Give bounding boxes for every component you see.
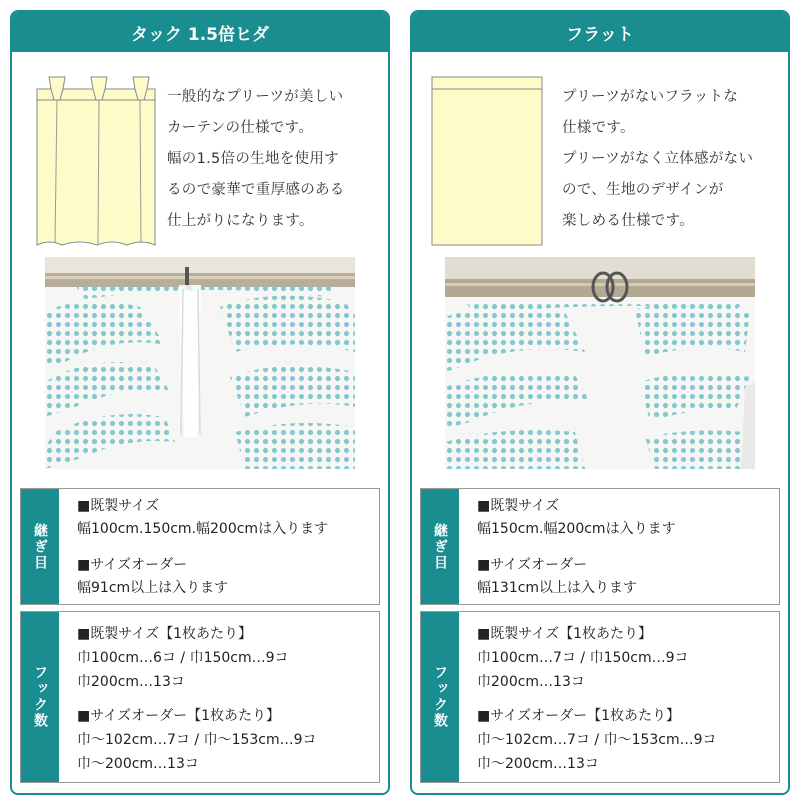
order-size-line: 巾～102cm…7コ / 巾～153cm…9コ <box>77 732 317 748</box>
tuck-pleat-column <box>10 10 390 795</box>
hook-count-tag: フック数 <box>21 612 59 782</box>
seam-info-body <box>459 489 684 604</box>
description-line: 幅の1.5倍の生地を使用す <box>167 151 339 167</box>
tuck-curtain-photo <box>45 257 355 469</box>
description-line: 一般的なプリーツが美しい <box>167 89 344 105</box>
ready-size-text: 幅100cm.150cm.幅200cmは入ります <box>77 520 329 537</box>
column-title: フラット <box>412 12 788 52</box>
seam-tag: 継ぎ目 <box>21 489 59 604</box>
seam-info-box <box>420 488 780 605</box>
description-line: 仕上がりになります。 <box>167 213 314 229</box>
flat-column <box>410 10 790 795</box>
order-size-heading: ■サイズオーダー【1枚あたり】 <box>477 708 681 724</box>
order-size-text: 幅91cm以上は入ります <box>77 579 229 596</box>
column-title: タック 1.5倍ヒダ <box>12 12 388 52</box>
order-size-heading: ■サイズオーダー【1枚あたり】 <box>77 708 281 724</box>
description-line: るので豪華で重厚感のある <box>167 182 345 198</box>
description-line: 仕様です。 <box>562 120 635 136</box>
tuck-curtain-illustration <box>27 67 162 252</box>
order-size-text: 幅131cm以上は入ります <box>477 579 638 596</box>
hook-count-info-body <box>459 612 725 782</box>
order-size-line: 巾～200cm…13コ <box>477 756 599 772</box>
ready-size-text: 幅150cm.幅200cmは入ります <box>477 520 676 537</box>
description-line: 楽しめる仕様です。 <box>562 213 695 229</box>
seam-tag: 継ぎ目 <box>421 489 459 604</box>
description-line: ので、生地のデザインが <box>562 182 724 198</box>
hook-count-info-body <box>59 612 325 782</box>
order-size-heading: ■サイズオーダー <box>77 557 188 573</box>
flat-curtain-photo <box>445 257 755 469</box>
hook-count-tag: フック数 <box>421 612 459 782</box>
ready-size-heading: ■既製サイズ <box>77 498 160 514</box>
hook-count-info-box <box>420 611 780 783</box>
ready-size-line: 巾100cm…6コ / 巾150cm…9コ <box>77 650 289 666</box>
flat-description <box>562 82 777 237</box>
ready-size-line: 巾100cm…7コ / 巾150cm…9コ <box>477 650 689 666</box>
description-line: カーテンの仕様です。 <box>167 120 314 136</box>
seam-info-box <box>20 488 380 605</box>
seam-info-body <box>59 489 336 604</box>
order-size-line: 巾～102cm…7コ / 巾～153cm…9コ <box>477 732 717 748</box>
description-line: プリーツがないフラットな <box>562 89 739 105</box>
order-size-heading: ■サイズオーダー <box>477 557 588 573</box>
flat-curtain-illustration <box>427 67 562 252</box>
ready-size-heading: ■既製サイズ【1枚あたり】 <box>77 626 253 642</box>
order-size-line: 巾～200cm…13コ <box>77 756 199 772</box>
ready-size-heading: ■既製サイズ【1枚あたり】 <box>477 626 653 642</box>
hook-count-info-box <box>20 611 380 783</box>
description-line: プリーツがなく立体感がない <box>562 151 754 167</box>
ready-size-line: 巾200cm…13コ <box>477 674 585 690</box>
ready-size-heading: ■既製サイズ <box>477 498 560 514</box>
tuck-description <box>167 82 382 237</box>
ready-size-line: 巾200cm…13コ <box>77 674 185 690</box>
